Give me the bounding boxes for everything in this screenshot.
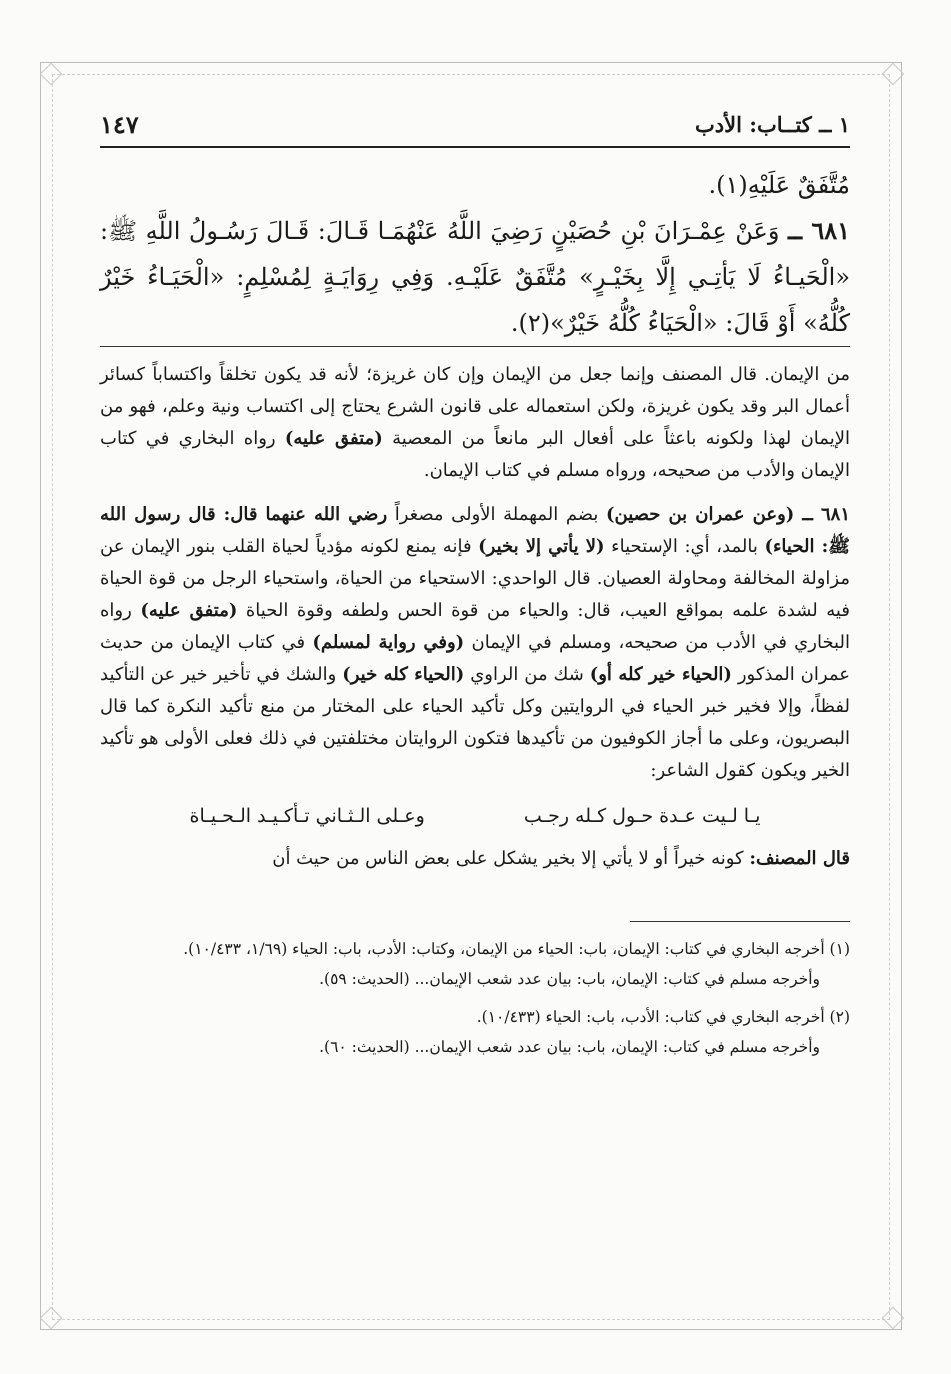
commentary-paragraph-1 [100, 359, 850, 487]
commentary-bold: رضي الله عنهما قال: قال رسول الله ﷺ: الحياء) [100, 504, 850, 557]
text-divider [100, 346, 850, 347]
commentary-bold: (الحياء كله خير) [342, 664, 465, 685]
commentary-bold: (متفق عليه) [140, 600, 238, 621]
commentary-text: بضم المهملة الأولى مصغراً [394, 504, 599, 525]
commentary-text: من الإيمان. قال المصنف وإنما جعل من الإيمان وإن كان غريزة؛ لأنه قد يكون تخلقاً واكتساباً كسائر أعمال البر وقد يكون غريزة، ولكن استعماله على قانون الشرع يحتاج إلى اكتساب ونية وعلم، فهو من الإيمان لهذا ولكونه باعثاً على أفعال البر مانعاً من المعصية [100, 364, 850, 449]
footnotes [100, 934, 850, 1062]
commentary-bold: (وفي رواية لمسلم) [312, 632, 465, 653]
commentary-text: فإنه يمنع لكونه مؤدياً لحياة القلب بنور الإيمان عن مزاولة المخالفة ومحاولة العصيان. قال الواحدي: الاستحياء من الحياة، واستحياء الرجل من قوة الحياة فيه لشدة علمه بمواقع العيب، قال: والحياء من قوة الحس ولطفه وقوة الحياة [100, 536, 850, 621]
commentary-bold: ٦٨١ ــ (وعن عمران بن حصين) [605, 504, 850, 525]
verse-hemistich-right: يـا لـيت عـدة حـول كـله رجـب [523, 805, 761, 827]
hadith-number: ٦٨١ ــ [788, 216, 851, 245]
footnote-1: (١) أخرجه البخاري في كتاب: الإيمان، باب: الحياء من الإيمان، وكتاب: الأدب، باب: الحياء (١/٦٩، ١٠/٤٣٣). [183, 940, 850, 958]
footnote-1-sub: وأخرجه مسلم في كتاب: الإيمان، باب: بيان عدد شعب الإيمان... (الحديث: ٥٩). [319, 970, 820, 988]
commentary-paragraph-3 [100, 843, 850, 875]
hadith-line-3: قَالَ: «الْحَيَاءُ كُلُّهُ خَيْرٌ»(٢). [510, 309, 770, 337]
commentary-text: والشك في تأخير خير عن التأكيد لفظاً، وإلا فخير خبر الحياء في الروايتين وكل تأكيد الحياء على المختار من منع تأكيد النكرة كما قال البصريون، وعلى ما أجاز الكوفيون من تأكيدها فتكون الروايتان مختلفتين في ذلك فعلى الأولى هو تأكيد الخير ويكون كقول الشاعر: [100, 664, 850, 781]
hadith-line-1: وَعَنْ عِمْـرَانَ بْنِ حُصَيْنٍ رَضِيَ اللَّهُ عَنْهُمَـا قَـالَ: قَـالَ رَسُـولُ اللَّهِ ﷺ: [100, 217, 780, 245]
commentary-bold: (لا يأتي إلا بخير) [478, 536, 605, 557]
hadith-681 [100, 208, 850, 346]
commentary-text: رواه البخاري في الأدب من صحيحه، ومسلم في الإيمان [100, 600, 850, 653]
footnote-2: (٢) أخرجه البخاري في كتاب: الأدب، باب: الحياء (١٠/٤٣٣). [476, 1008, 850, 1026]
page-number: ١٤٧ [100, 110, 139, 139]
commentary-bold: (متفق عليه) [284, 428, 383, 449]
commentary [100, 359, 850, 875]
commentary-text: في كتاب الإيمان من حديث عمران المذكور [100, 632, 850, 685]
footnote-divider [630, 921, 850, 922]
footnote-2-sub: وأخرجه مسلم في كتاب: الإيمان، باب: بيان عدد شعب الإيمان... (الحديث: ٦٠). [319, 1038, 820, 1056]
chapter-title: ١ ــ كتــاب: الأدب [694, 112, 850, 137]
commentary-text: شك من الراوي [470, 664, 584, 685]
hadith-line-2: «الْحَيـاءُ لَا يَأتِـي إِلَّا بِخَيْـرٍ» مُتَّفَقٌ عَلَيْـهِ. وَفِي رِوَايَـةٍ لِمُسْلِمٍ: «الْحَيَـاءُ خَيْرٌ كُلُّهُ» أَوْ [100, 263, 851, 337]
commentary-bold: قال المصنف: [749, 848, 850, 869]
commentary-text: رواه البخاري في كتاب الإيمان والأدب من صحيحه، ورواه مسلم في كتاب الإيمان. [100, 428, 850, 481]
commentary-text: بالمد، أي: الإستحياء [611, 536, 758, 557]
hadith-text [100, 162, 850, 346]
commentary-bold: (الحياء خير كله أو) [589, 664, 732, 685]
verse-hemistich-left: وعـلى الـثـاني تـأكـيـد الـحـيـاة [189, 805, 425, 827]
commentary-paragraph-2 [100, 499, 850, 787]
previous-hadith-ending: مُتَّفَقٌ عَلَيْهِ(١). [708, 171, 850, 199]
commentary-text: كونه خيراً أو لا يأتي إلا بخير يشكل على بعض الناس من حيث أن [272, 848, 744, 869]
page-header [100, 108, 850, 148]
page-content [100, 108, 850, 1070]
poetry-verse [140, 799, 810, 833]
